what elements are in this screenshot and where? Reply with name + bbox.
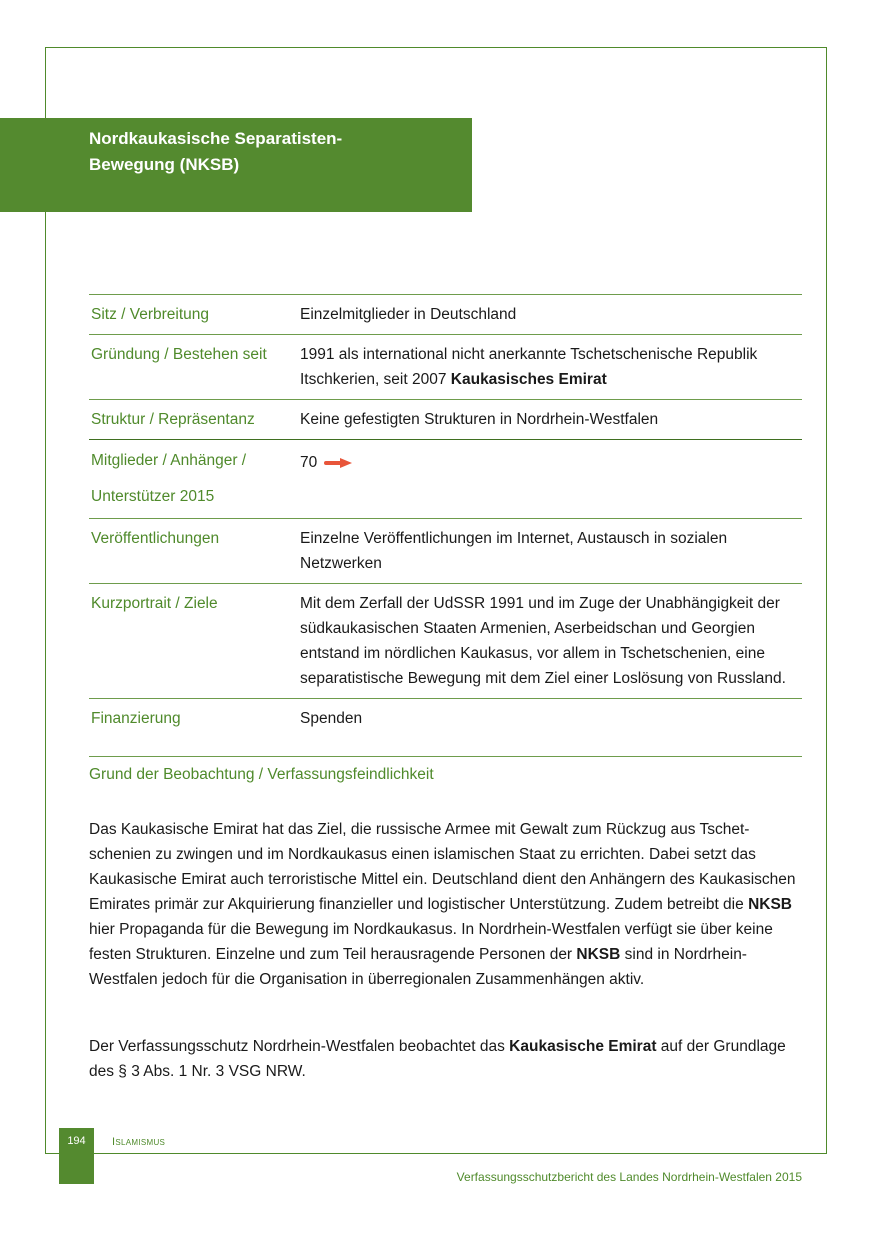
publication-footer: Verfassungsschutzbericht des Landes Nordrhein-Westfalen 2015 (456, 1170, 802, 1184)
p1-text-a: Das Kaukasische Emirat hat das Ziel, die russische Armee mit Gewalt zum Rückzug aus Tschet-schenien zu zwingen und im Nordkaukasus einen islamischen Staat zu errichten. Dabei setzt das Kaukasische Emirat auch terroristische Mittel ein. Deutschland dient den Anhängern des Kaukasischen Emirates primär zur Akquirierung finanzieller und logistischer Unterstützung. Zudem betreibt die (89, 821, 796, 913)
mitglieder-label-line-1: Mitglieder / Anhänger / (91, 452, 247, 469)
veroeff-label: Veröffentlichungen (91, 530, 220, 547)
veroeff-value: Einzelne Veröffentlichungen im Internet, Austausch in sozialen Netzwerken (300, 530, 728, 572)
mitglieder-label (89, 443, 300, 515)
grund-paragraph-2 (89, 1034, 805, 1084)
p1-text-d: sind in Nordrhein-Westfalen jedoch für die Organisation in überregionalen Zusammenhängen aktiv. (89, 946, 747, 988)
gruendung-value (300, 342, 802, 392)
table-row-kurzportrait (89, 584, 802, 699)
p2-text-a: Der Verfassungsschutz Nordrhein-Westfalen beobachtet das (89, 1038, 510, 1055)
finanz-value: Spenden (300, 710, 363, 727)
p1-bold-nksb-1: NKSB (748, 896, 792, 913)
grund-divider (89, 756, 802, 757)
finanz-label: Finanzierung (91, 710, 181, 727)
title-line-1: Nordkaukasische Separatisten- (89, 129, 343, 148)
table-row-mitglieder (89, 440, 802, 519)
p1-bold-nksb-2: NKSB (576, 946, 621, 963)
title-line-2: Bewegung (NKSB) (89, 155, 240, 174)
p1-text-c: hier Propaganda für die Bewegung im Nordkaukasus. In Nordrhein-Westfalen verfügt sie über keine festen Strukturen. Einzelne und zum Teil herausragende Personen der (89, 921, 773, 963)
sitz-label: Sitz / Verbreitung (91, 306, 210, 323)
kurz-label: Kurzportrait / Ziele (91, 595, 218, 612)
struktur-value: Keine gefestigten Strukturen in Nordrhein-Westfalen (300, 411, 659, 428)
sitz-value: Einzelmitglieder in Deutschland (300, 306, 517, 323)
table-row-gruendung (89, 335, 802, 400)
mitglieder-value (300, 443, 802, 515)
info-table (89, 294, 802, 754)
table-row-finanzierung (89, 699, 802, 754)
table-row-struktur (89, 400, 802, 440)
p2-text-c: auf der Grundlage des § 3 Abs. 1 Nr. 3 VSG NRW. (89, 1038, 786, 1080)
table-row-veroeffentlichungen (89, 519, 802, 584)
mitglieder-count: 70 (300, 454, 318, 471)
kurz-value: Mit dem Zerfall der UdSSR 1991 und im Zuge der Unabhängigkeit der südkaukasischen Staaten Armenien, Aserbeidschan und Georgien entstand im nördlichen Kaukasus, vor allem in Tschetschenien, eine separatistische Bewegung mit dem Ziel einer Loslösung von Russland. (300, 595, 786, 687)
title-banner (0, 118, 472, 212)
table-row-sitz (89, 295, 802, 335)
gruendung-label: Gründung / Bestehen seit (91, 346, 267, 363)
struktur-label: Struktur / Repräsentanz (91, 411, 255, 428)
grund-label: Grund der Beobachtung / Verfassungsfeindlichkeit (89, 766, 434, 783)
p2-bold-emirat: Kaukasische Emirat (509, 1038, 657, 1055)
gruendung-value-text: 1991 als international nicht anerkannte Tschetschenische Republik Itschkerien, seit 2007 (300, 346, 758, 388)
gruendung-value-bold: Kaukasisches Emirat (450, 371, 607, 388)
arrow-right-icon (323, 457, 353, 469)
section-name: Islamismus (112, 1136, 166, 1148)
mitglieder-label-line-2: Unterstützer 2015 (91, 488, 215, 505)
grund-paragraph-1 (89, 817, 805, 992)
page-number: 194 (67, 1135, 86, 1147)
